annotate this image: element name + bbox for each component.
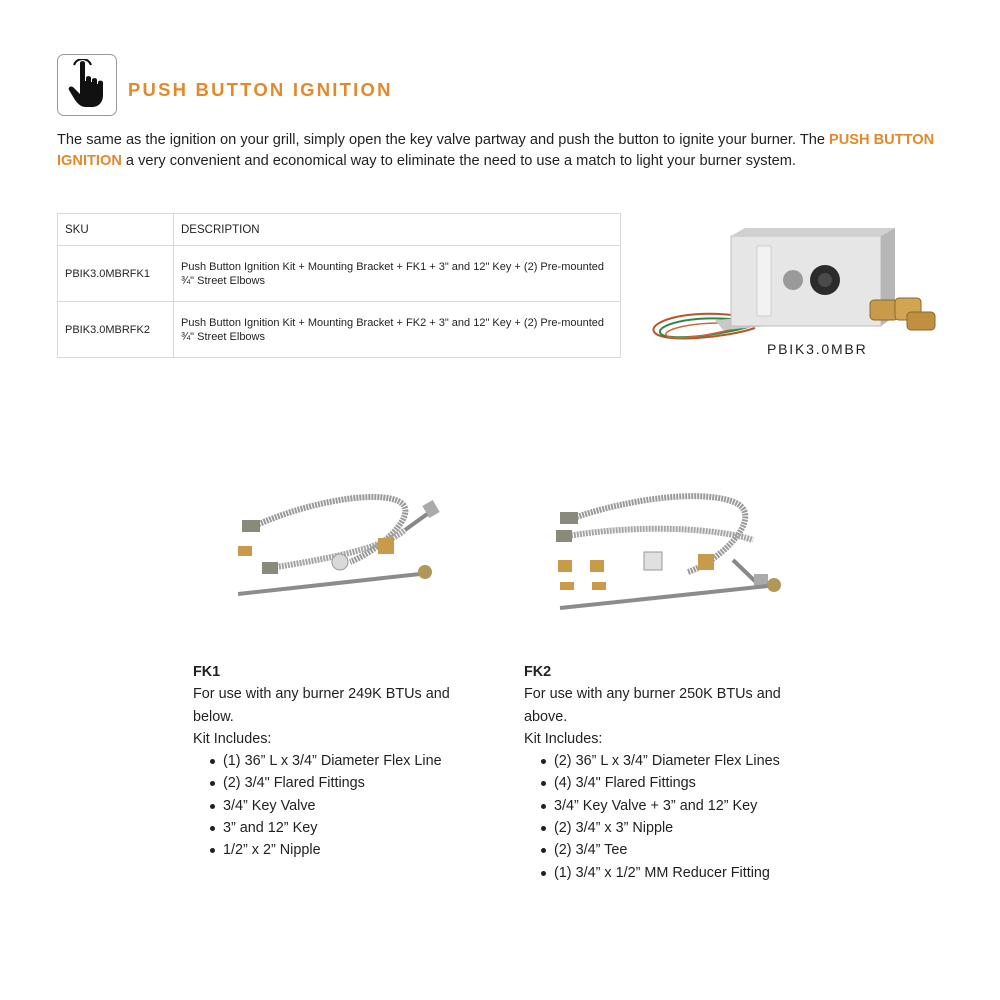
list-item: (2) 36” L x 3/4” Diameter Flex Lines <box>554 750 824 772</box>
ignition-kit-image <box>645 228 945 348</box>
list-item: 3/4” Key Valve + 3” and 12” Key <box>554 795 824 817</box>
kit-includes-label: Kit Includes: <box>524 730 603 747</box>
sku-cell: PBIK3.0MBRFK2 <box>58 302 174 358</box>
description-cell: Push Button Ignition Kit + Mounting Bracket + FK2 + 3" and 12" Key + (2) Pre-mounted ¾" Street Elbows <box>174 302 621 358</box>
fk2-kit-image <box>548 490 788 615</box>
kit-items-list <box>193 750 493 861</box>
hand-pointer-icon <box>57 54 117 116</box>
intro-highlight: PUSH BUTTON IGNITION <box>57 132 935 169</box>
table-row <box>58 246 621 302</box>
table-header-row <box>58 214 621 246</box>
table-row <box>58 302 621 358</box>
list-item: (2) 3/4" Flared Fittings <box>223 772 493 794</box>
intro-paragraph <box>57 130 957 172</box>
list-item: 3/4” Key Valve <box>223 795 493 817</box>
column-header-description: DESCRIPTION <box>174 214 621 246</box>
kit-title: FK1 <box>193 664 221 680</box>
kit-title: FK2 <box>524 664 552 680</box>
list-item: (1) 36” L x 3/4” Diameter Flex Line <box>223 750 493 772</box>
kit-includes-label: Kit Includes: <box>193 730 272 747</box>
intro-text-end: a very convenient and economical way to eliminate the need to use a match to light your burner system. <box>121 153 796 169</box>
list-item: (2) 3/4” Tee <box>554 839 824 861</box>
list-item: (4) 3/4" Flared Fittings <box>554 772 824 794</box>
description-cell: Push Button Ignition Kit + Mounting Bracket + FK1 + 3" and 12" Key + (2) Pre-mounted ¾" Street Elbows <box>174 246 621 302</box>
kit-fk1 <box>193 661 493 862</box>
intro-text-start: The same as the ignition on your grill, simply open the key valve partway and push the button to ignite your burner. The <box>57 132 830 148</box>
fk1-kit-image <box>230 490 445 605</box>
kit-items-list <box>524 750 824 884</box>
sku-table <box>57 213 621 358</box>
column-header-sku: SKU <box>58 214 174 246</box>
list-item: (1) 3/4” x 1/2” MM Reducer Fitting <box>554 862 824 884</box>
product-caption: PBIK3.0MBR <box>767 341 868 357</box>
list-item: 3” and 12” Key <box>223 817 493 839</box>
kit-description: For use with any burner 249K BTUs and below. <box>193 686 450 725</box>
kit-description: For use with any burner 250K BTUs and above. <box>524 686 781 725</box>
list-item: (2) 3/4” x 3” Nipple <box>554 817 824 839</box>
kit-fk2 <box>524 661 824 884</box>
list-item: 1/2” x 2” Nipple <box>223 839 493 861</box>
page-title: PUSH BUTTON IGNITION <box>128 79 393 100</box>
sku-cell: PBIK3.0MBRFK1 <box>58 246 174 302</box>
